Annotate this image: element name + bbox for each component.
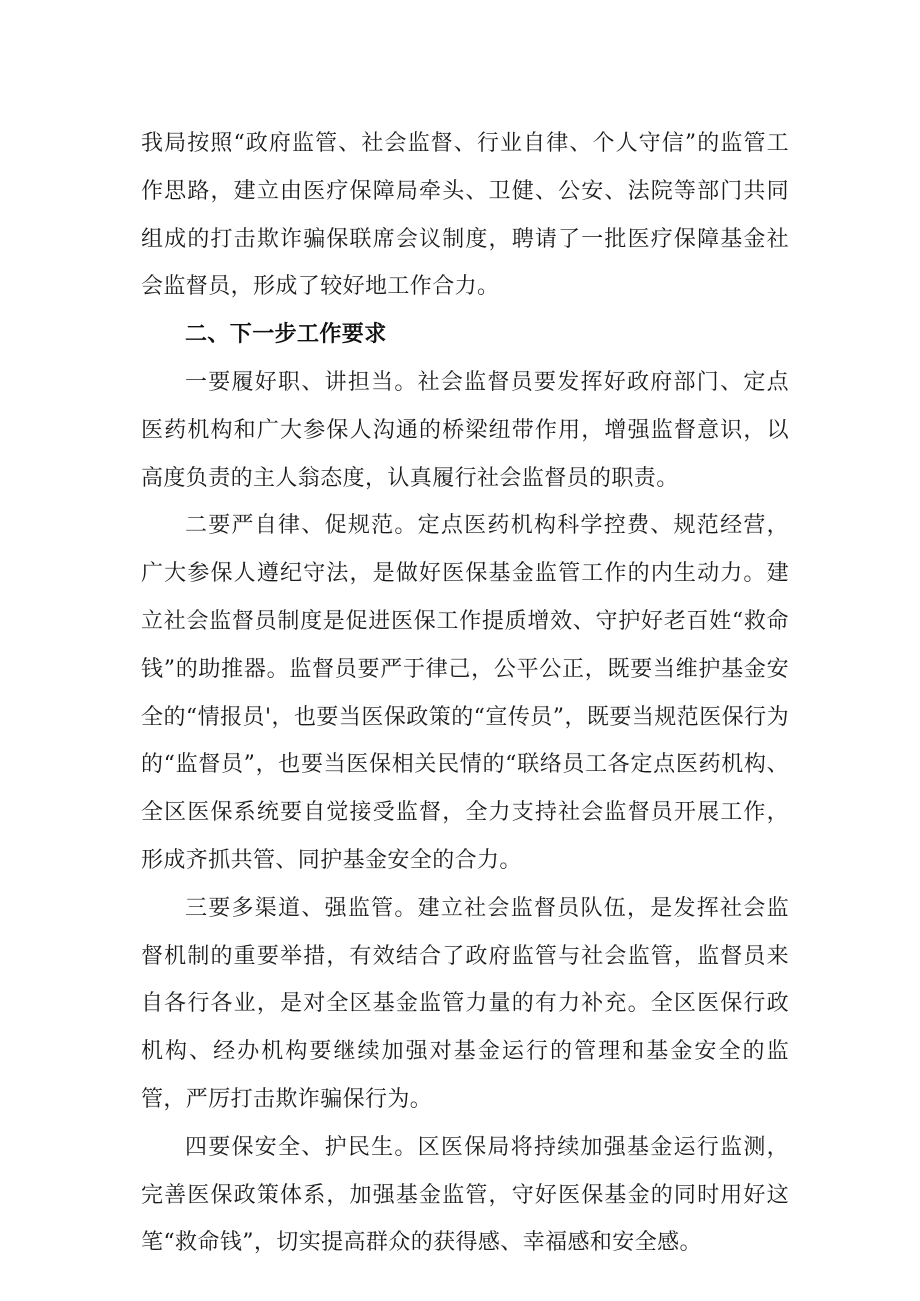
paragraph-item-1: 一要履好职、讲担当。社会监督员要发挥好政府部门、定点医药机构和广大参保人沟通的桥梁纽带作用，增强监督意识，以高度负责的主人翁态度，认真履行社会监督员的职责。: [141, 369, 789, 491]
paragraph-item-3: 三要多渠道、强监管。建立社会监督员队伍，是发挥社会监督机制的重要举措，有效结合了政府监管与社会监管，监督员来自各行各业，是对全区基金监管力量的有力补充。全区医保行政机构、经办机构要继续加强对基金运行的管理和基金安全的监管，严厉打击欺诈骗保行为。: [141, 895, 789, 1112]
section-heading: 二、下一步工作要求: [185, 322, 387, 348]
paragraph-item-4: 四要保安全、护民生。区医保局将持续加强基金运行监测，完善医保政策体系，加强基金监管，守好医保基金的同时用好这笔“救命钱”，切实提高群众的获得感、幸福感和安全感。: [141, 1134, 789, 1256]
document-body: [141, 120, 789, 1267]
paragraph-item-2: 二要严自律、促规范。定点医药机构科学控费、规范经营，广大参保人遵纪守法，是做好医保基金监管工作的内生动力。建立社会监督员制度是促进医保工作提质增效、守护好老百姓“救命钱”的助推器。监督员要严于律己，公平公正，既要当维护基金安全的“情报员'，也要当医保政策的“宣传员”，既要当规范医保行为的“监督员”，也要当医保相关民情的“联络员工各定点医药机构、全区医保系统要自觉接受监督，全力支持社会监督员开展工作，形成齐抓共管、同护基金安全的合力。: [141, 513, 789, 873]
paragraph-intro: 我局按照“政府监管、社会监督、行业自律、个人守信”的监管工作思路，建立由医疗保障局牵头、卫健、公安、法院等部门共同组成的打击欺诈骗保联席会议制度，聘请了一批医疗保障基金社会监督员，形成了较好地工作合力。: [141, 131, 789, 300]
